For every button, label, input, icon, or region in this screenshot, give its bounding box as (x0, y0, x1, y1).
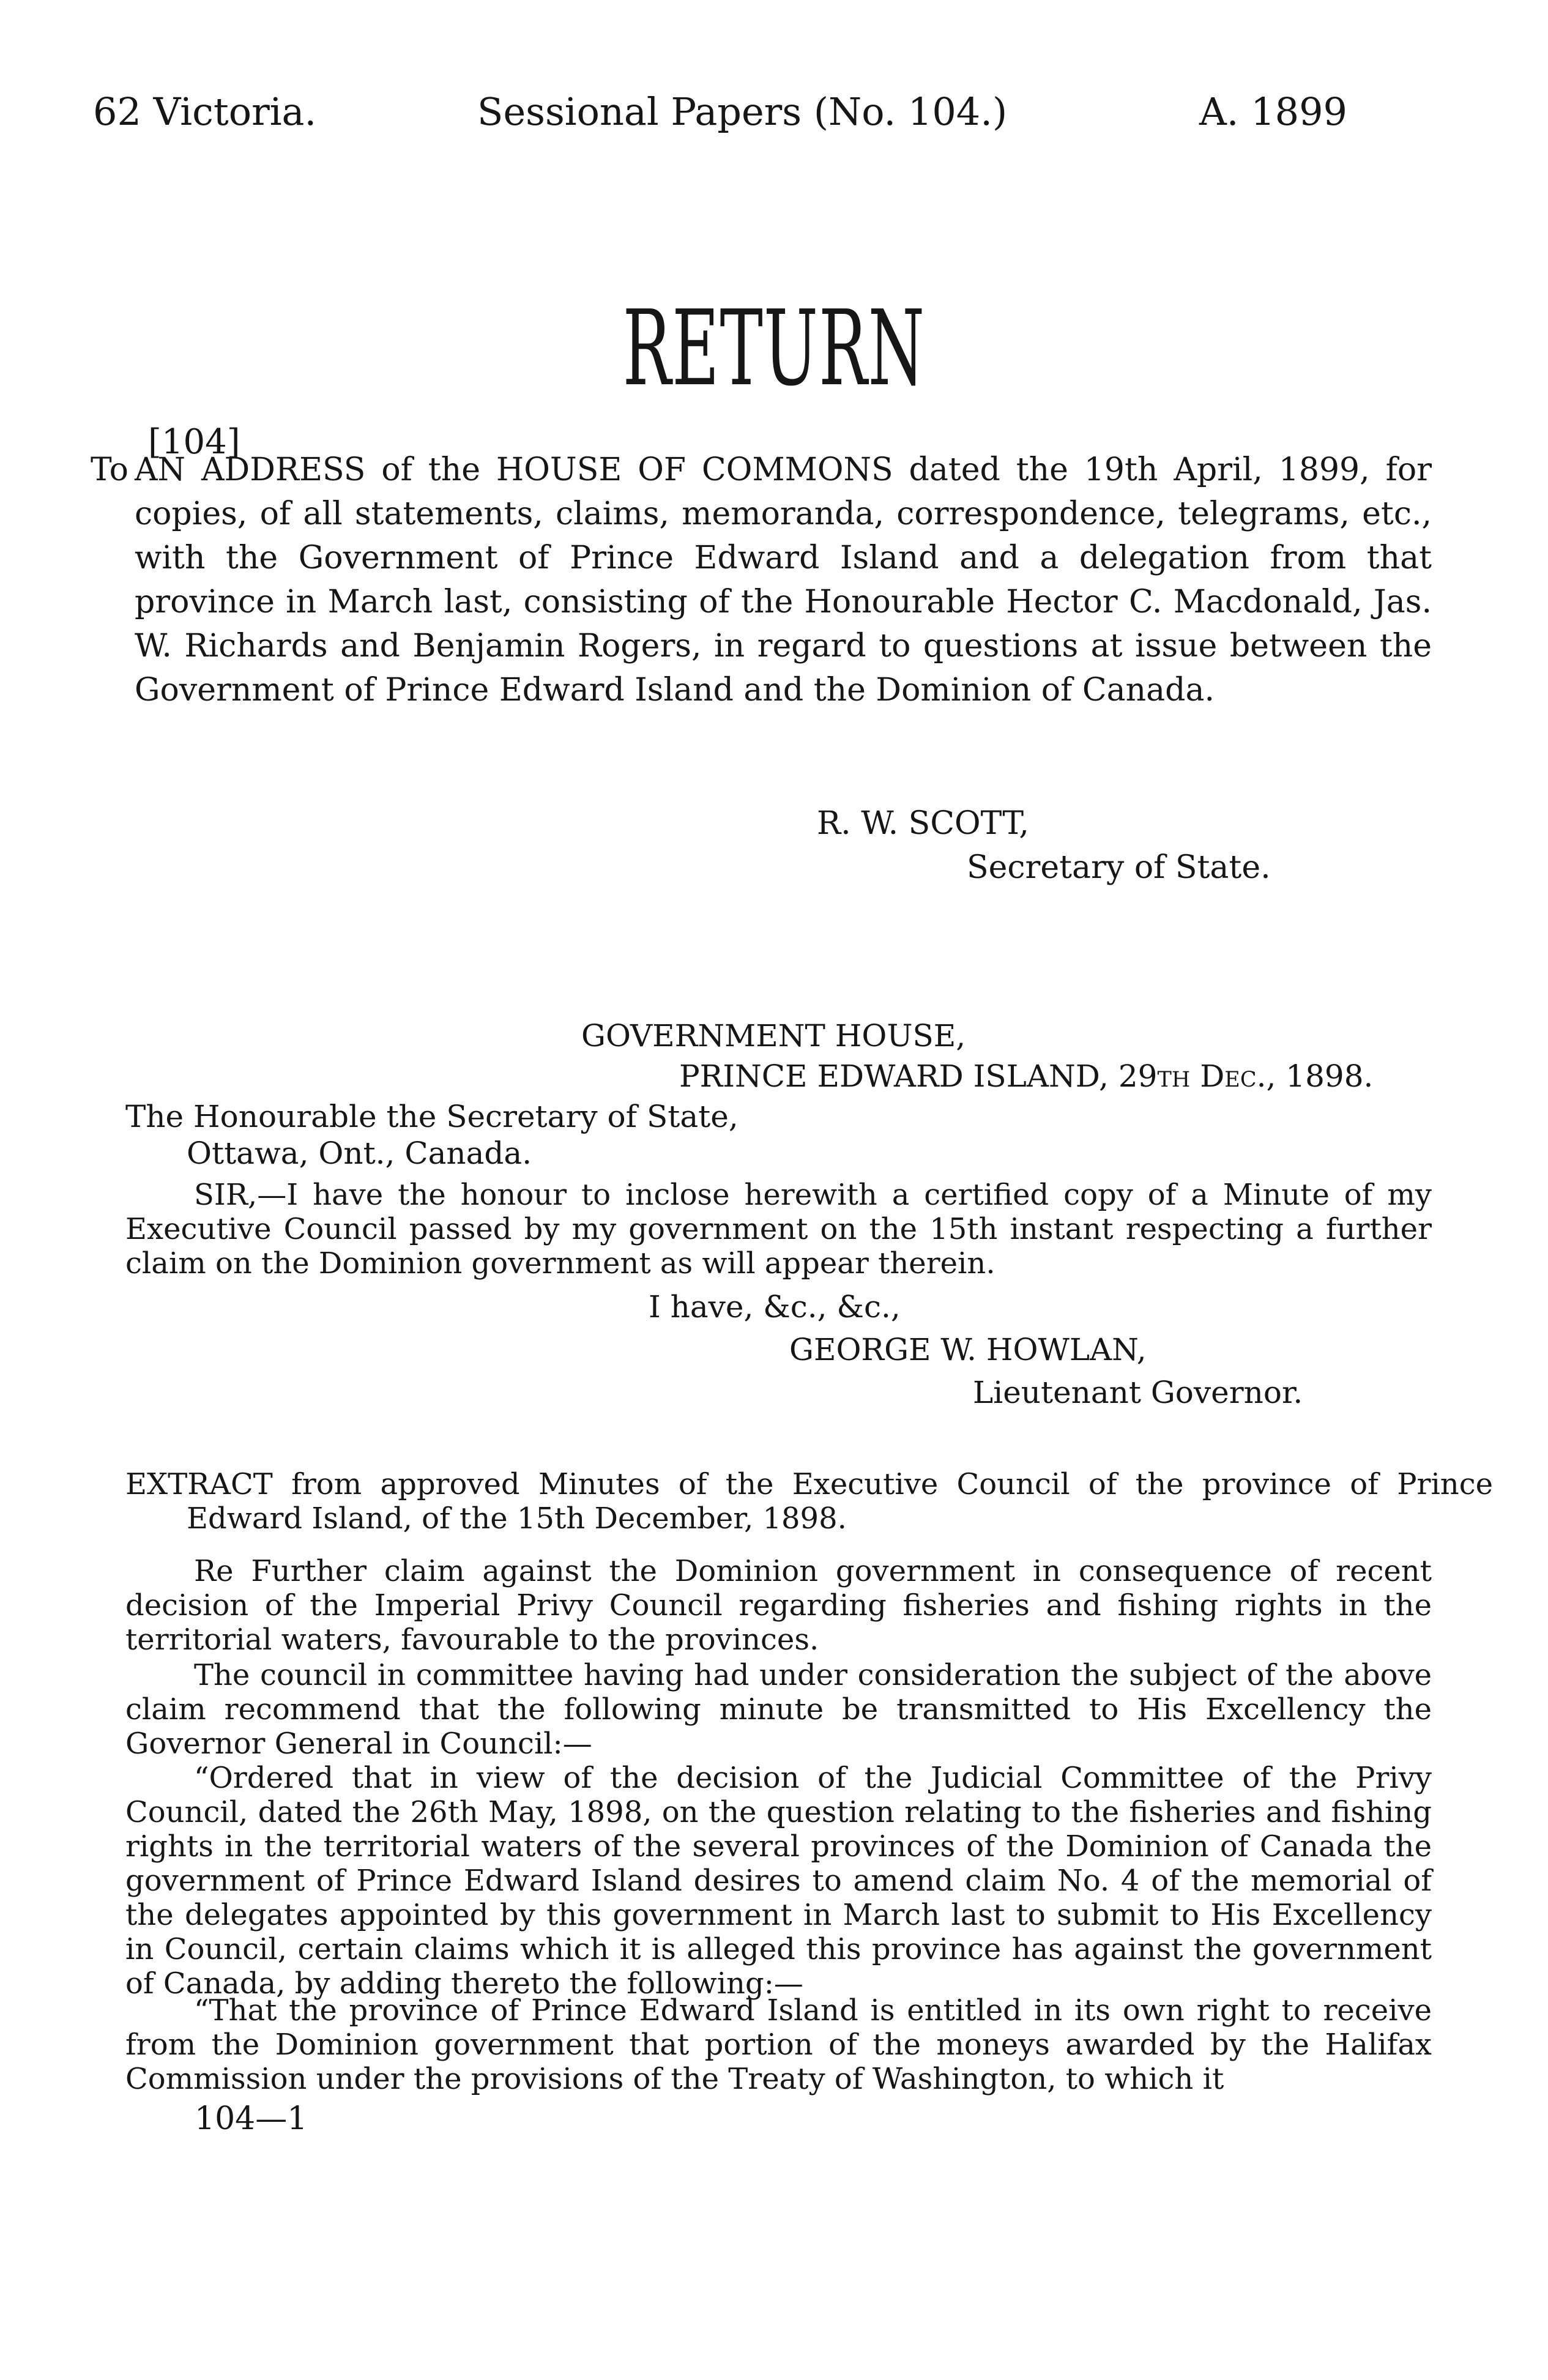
address-paragraph (91, 448, 1432, 712)
signatory-name: R. W. SCOTT, (817, 805, 1029, 842)
addressee-line-1: The Honourable the Secretary of State, (125, 1099, 739, 1134)
paper-number: [104] (148, 422, 240, 462)
header-year: A. 1899 (1199, 89, 1347, 134)
extract-heading: EXTRACT from approved Minutes of the Executive Council of the province of Prince Edward Island, of the 15th December, 1898. (125, 1467, 1493, 1536)
extract-re: Re Further claim against the Dominion government in consequence of recent decision of the Imperial Privy Council regarding fisheries and fishing rights in the territorial waters, favourable to the provinces. (125, 1554, 1432, 1657)
header-sessional-papers: Sessional Papers (No. 104.) (477, 89, 1008, 134)
extract-paragraph-1: The council in committee having had under consideration the subject of the above claim recommend that the following minute be transmitted to His Excellency the Governor General in Council:— (125, 1658, 1432, 1761)
document-title: RETURN (622, 288, 926, 409)
dateline-house: GOVERNMENT HOUSE, (581, 1018, 966, 1054)
letter-signer-title: Lieutenant Governor. (973, 1375, 1303, 1410)
address-lead: To (91, 452, 128, 488)
header-session: 62 Victoria. (93, 89, 317, 134)
signatory-title: Secretary of State. (967, 849, 1271, 886)
extract-paragraph-3: “That the province of Prince Edward Island is entitled in its own right to receive from the Dominion government that portion of the moneys awarded by the Halifax Commission under the provisions of the Treaty of Washington, to which it (125, 1993, 1432, 2096)
letter-signer: GEORGE W. HOWLAN, (789, 1332, 1147, 1367)
dateline-place-date: PRINCE EDWARD ISLAND, 29th Dec., 1898. (679, 1058, 1374, 1094)
extract-paragraph-2: “Ordered that in view of the decision of the Judicial Committee of the Privy Council, dated the 26th May, 1898, on the question relating to the fisheries and fishing rights in the territorial waters of the several provinces of the Dominion of Canada the government of Prince Edward Island desires to amend claim No. 4 of the memorial of the delegates appointed by this government in March last to submit to His Excellency in Council, certain claims which it is alleged this province has against the government of Canada, by adding thereto the following:— (125, 1761, 1432, 2001)
addressee-line-2: Ottawa, Ont., Canada. (187, 1136, 532, 1171)
page-footer-number: 104—1 (195, 2100, 308, 2137)
letter-body: SIR,—I have the honour to inclose herewith a certified copy of a Minute of my Executive Council passed by my government on the 15th instant respecting a further claim on the Dominion government as will appear therein. (125, 1178, 1432, 1281)
letter-closing: I have, &c., &c., (649, 1289, 901, 1325)
address-text: AN ADDRESS of the HOUSE OF COMMONS dated the 19th April, 1899, for copies, of all statements, claims, memoranda, correspondence, telegrams, etc., with the Government of Prince Edward Island and a delegation from that province in March last, consisting of the Honourable Hector C. Macdonald, Jas. W. Richards and Benjamin Rogers, in regard to questions at issue between the Government of Prince Edward Island and the Dominion of Canada. (135, 452, 1432, 708)
